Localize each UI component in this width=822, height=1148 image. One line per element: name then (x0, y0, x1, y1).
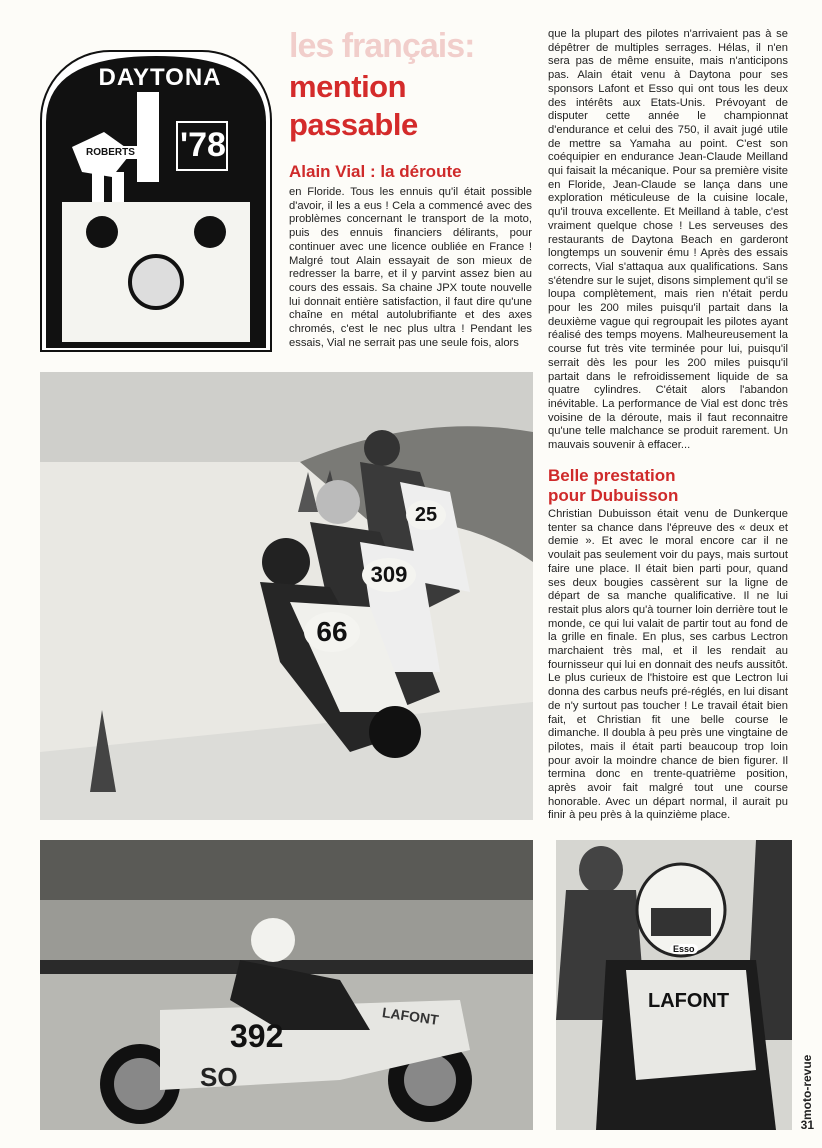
poster-brand-label: ROBERTS (82, 146, 139, 159)
suit-text: LAFONT (648, 990, 730, 1012)
daytona-poster-illustration (40, 50, 272, 352)
photo-rider-portrait (556, 840, 792, 1130)
heading-line: pour Dubuisson (548, 486, 679, 505)
fairing-text: LAFONT (381, 1004, 440, 1028)
text-column-1 (289, 186, 532, 366)
heading-line: Belle prestation (548, 466, 676, 485)
bike-number-392: 392 (230, 1018, 284, 1054)
text-column-3 (548, 508, 788, 826)
paragraph: que la plupart des pilotes n'arrivaient pas à se dépêtrer de multiples serrages. Hélas, il n'en sera pas de même ensuite, mais n'anticipons pas. Alain était venu à Daytona pour ses sponsors Lafont et Esso qui ont tous les deux des intérêts aux Etats-Unis. Prévoyant de disputer cette année le championnat d'endurance et celui des 750, il avait jugé utile de mettre sa Yamaha au point. C'est son coéquipier en endurance Jean-Claude Meilland qui faisait la mécanique. Pour sa première visite en Floride, Jean-Claude se lança dans une exploration méticuleuse de la cuisine locale, qu'il trouva excellente. Et Meilland à table, c'est vraiment quelque chose ! Les serveuses des restaurants de Daytona Beach en garderont longtemps un souvenir ému ! Après des essais corrects, Vial s'attaqua aux qualifications. Sans s'étendre sur le sujet, disons simplement qu'il se loupa complètement, mais rien n'était perdu pour les 200 miles puisqu'il partait dans la deuxième vague qui regroupait les pilotes ayant réalisé des temps moyens. Malheureusement la course fut très vite terminée pour lui, puisqu'il serrait dès les pour les 200 miles puisqu'il partait dans le refroidissement liquide de sa quatre cylindres. C'était alors l'abandon inévitable. La performance de Vial est donc très voisine de la déroute, mais il faut reconnaitre qu'une telle malchance se produit rarement. Un mauvais souvenir à effacer... (548, 28, 788, 452)
photo-rider-392 (40, 840, 533, 1130)
section-heading-vial: Alain Vial : la déroute (289, 162, 462, 181)
paragraph: en Floride. Tous les ennuis qu'il était possible d'avoir, il les a eus ! Cela a commencé avec des problèmes concernant le transport de la moto, puis des ennuis financiers délirants, pour continuer avec une licence oubliée en France ! Malgré tout Alain essayait de son mieux de redresser la barre, et il y parvint assez bien au cours des essais. Sa chaine JPX toute nouvelle lui donnait entière satisfaction, il faut dire qu'une chaîne en métal autolubrifiante et des axes chromés, c'est le nec plus ultra ! Pendant les essais, Vial ne serrait pas une seule fois, alors (289, 186, 532, 349)
race-number-25: 25 (406, 500, 446, 530)
race-number-66: 66 (304, 612, 360, 652)
tank-text: SO (200, 1062, 238, 1092)
race-number-309: 309 (362, 558, 416, 592)
text-column-2 (548, 28, 788, 456)
article-title: mention passable (289, 69, 418, 142)
section-heading-dubuisson (548, 466, 788, 506)
poster-title: DAYTONA (98, 64, 222, 91)
poster-year: '78 (180, 126, 226, 164)
photo-riders-cornering (40, 372, 533, 820)
magazine-name: moto-revue (800, 1054, 814, 1120)
page-number: 31 (800, 1118, 814, 1132)
helmet-logo: Esso (670, 944, 698, 954)
article-kicker: les français: (289, 27, 475, 65)
paragraph: Christian Dubuisson était venu de Dunkerque tenter sa chance dans l'épreuve des « deux et demie ». Et avec le moral encore car il ne voulait pas seulement voir du pays, mais surtout faire une place. Il était bien parti pour, quand ses deux bougies cassèrent sur la ligne de départ de sa manche qualificative. Il ne lui restait plus alors qu'à tourner loin derrière tout le monde, ce qui lui valait de partir tout au fond de la grille en finale. En plus, ses carbus Lectron marchaient très mal, et il les rendait au fournisseur qui lui en donnait des neufs aussitôt. Le plus curieux de l'histoire est que Lectron lui donna des carbus neufs pré-réglés, en lui disant de n'y surtout pas toucher ! Le travail était bien fait, et Christian fit une belle course le dimanche. Il doubla à peu près une vingtaine de pilotes, mais il était parti beaucoup trop loin pour avoir la moindre chance de bien figurer. Il termina donc en trente-quatrième position, après avoir fait malgré tout une course honorable. Avec un départ normal, il aurait pu finir à peu près à la quinzième place. (548, 508, 788, 822)
